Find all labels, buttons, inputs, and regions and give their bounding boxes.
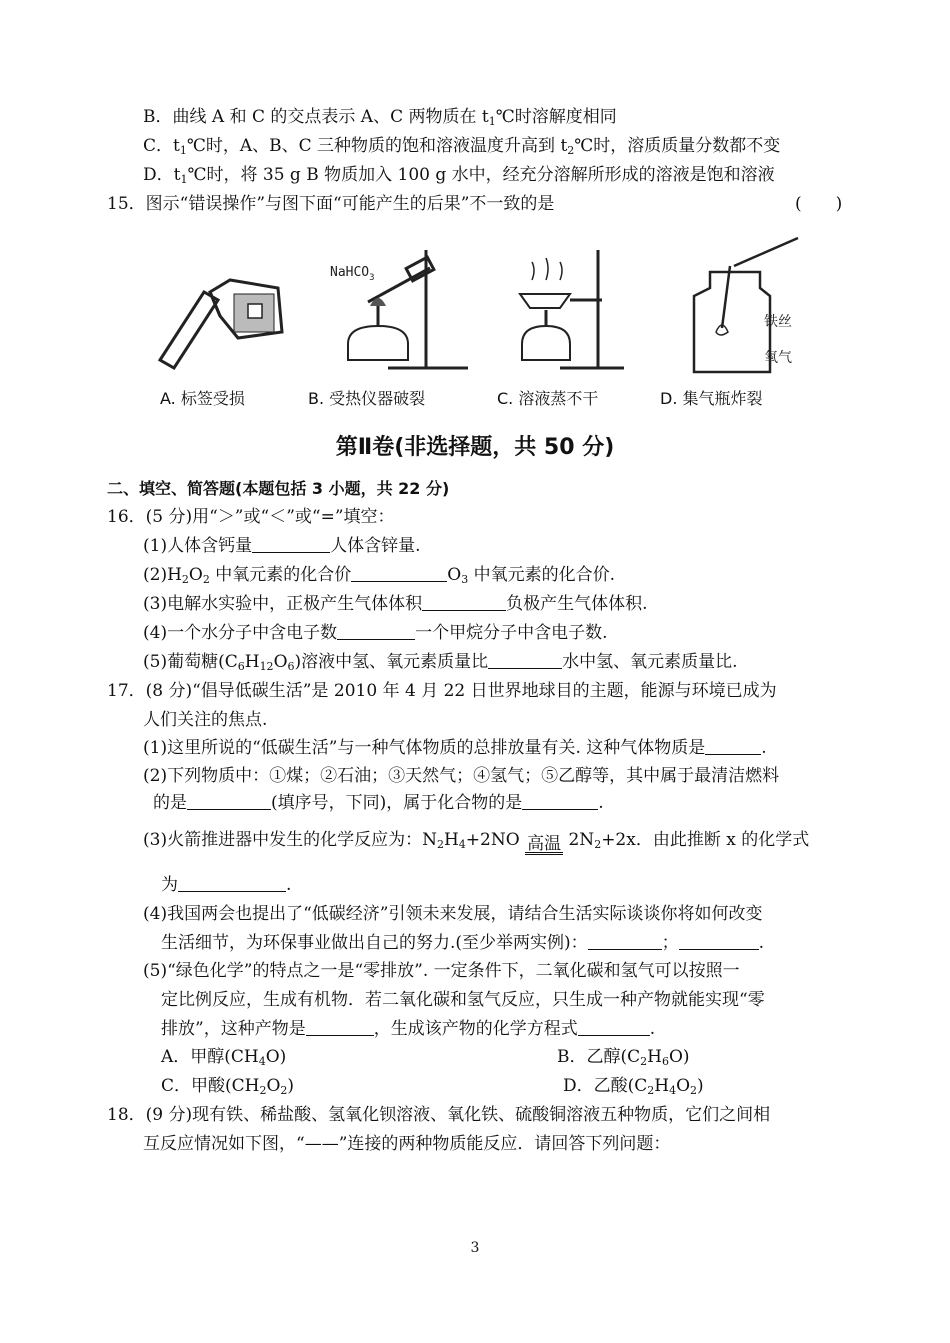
- q17-part-2: (2)下列物质中：①煤；②石油；③天然气；④氢气；⑤乙醇等，其中属于最清洁燃料: [143, 766, 780, 786]
- q17-part-5-cont2: 排放”，这种产物是 ，生成该产物的化学方程式 .: [161, 1019, 656, 1039]
- q16-item-1: (1)人体含钙量 人体含锌量.: [143, 536, 421, 556]
- q15-caption-d: D. 集气瓶炸裂: [660, 389, 763, 408]
- q17-part-3: (3)火箭推进器中发生的化学反应为：$N_2H_4+2NO$ 高温 $2N_2+2x$．由此推断 x 的化学式: [143, 830, 810, 854]
- q15-fig-b-label: NaHCO$_3$: [330, 265, 375, 283]
- q17-part-1: (1)这里所说的“低碳生活”与一种气体物质的总排放量有关. 这种气体物质是 .: [143, 738, 767, 758]
- q15-fig-d-iron-label: 铁丝: [764, 314, 792, 330]
- page-number: 3: [470, 1240, 480, 1256]
- q16-heading: 16．(5 分)用“＞”或“＜”或“=”填空：: [107, 507, 395, 527]
- reaction-condition: 高温: [527, 834, 562, 854]
- q15-caption-b: B. 受热仪器破裂: [308, 389, 426, 408]
- q15-caption-a: A. 标签受损: [160, 389, 245, 408]
- answer-blank[interactable]: [351, 565, 447, 582]
- answer-blank[interactable]: [337, 623, 415, 640]
- q17-option-a: A．甲醇$(CH_4O)$: [161, 1047, 287, 1068]
- answer-blank[interactable]: [588, 933, 662, 950]
- q18-line-1: 18．(9 分)现有铁、稀盐酸、氢氧化钡溶液、氧化铁、硫酸铜溶液五种物质，它们之间相: [107, 1105, 771, 1125]
- answer-blank[interactable]: [488, 652, 562, 669]
- answer-blank[interactable]: [705, 738, 761, 755]
- q15-figure-d-illustration: [680, 232, 820, 382]
- q17-part-4: (4)我国两会也提出了“低碳经济”引领未来发展，请结合生活实际谈谈你将如何改变: [143, 904, 763, 924]
- q14-option-c: C．$t_1℃$时，A、B、C 三种物质的饱和溶液温度升高到 $t_2℃$时，溶质质量分数都不变: [143, 136, 781, 157]
- q15-figure-c-illustration: [500, 240, 630, 380]
- q15-answer-paren: ( ): [795, 194, 843, 214]
- answer-blank[interactable]: [522, 793, 598, 810]
- part2-title: 第Ⅱ卷(非选择题，共 50 分): [335, 435, 615, 460]
- q17-part-4-cont: 生活细节，为环保事业做出自己的努力.(至少举两实例)： ； .: [161, 933, 765, 953]
- q15-question: 15．图示“错误操作”与图下面“可能产生的后果”不一致的是: [107, 194, 555, 214]
- q15-fig-d-oxygen-label: 氧气: [764, 350, 792, 366]
- answer-blank[interactable]: [306, 1019, 374, 1036]
- q15-figure-a-illustration: [148, 262, 298, 372]
- q15-figure-b-illustration: [318, 240, 478, 380]
- q17-part-5-cont: 定比例反应，生成有机物．若二氧化碳和氢气反应，只生成一种产物就能实现“零: [161, 990, 765, 1010]
- q14-option-b: B．曲线 A 和 C 的交点表示 A、C 两物质在 $t_1℃$时溶解度相同: [143, 107, 617, 128]
- answer-blank[interactable]: [422, 594, 506, 611]
- q14-option-d: D．$t_1℃$时，将 35 g B 物质加入 100 g 水中，经充分溶解所形成的溶液是饱和溶液: [143, 165, 775, 186]
- q17-heading-cont: 人们关注的焦点.: [143, 710, 268, 730]
- q16-item-2: $(2)H_2O_2$ 中氧元素的化合价 $O_3$ 中氧元素的化合价.: [143, 565, 615, 586]
- q15-caption-c: C. 溶液蒸不干: [497, 389, 599, 408]
- answer-blank[interactable]: [178, 875, 286, 892]
- answer-blank[interactable]: [252, 536, 330, 553]
- q17-heading: 17．(8 分)“倡导低碳生活”是 2010 年 4 月 22 日世界地球目的主题，能源与环境已成为: [107, 681, 777, 701]
- q16-item-5: (5)葡萄糖$(C_6H_{12}O_6)$溶液中氢、氧元素质量比 水中氢、氧元素质量比.: [143, 652, 738, 673]
- q16-item-3: (3)电解水实验中，正极产生气体体积 负极产生气体体积.: [143, 594, 648, 614]
- q17-option-b: B．乙醇$(C_2H_6O)$: [557, 1047, 690, 1068]
- q16-item-4: (4)一个水分子中含电子数 一个甲烷分子中含电子数.: [143, 623, 608, 643]
- q17-part-3-cont: 为 .: [161, 875, 292, 895]
- q17-option-c: C．甲酸$(CH_2O_2)$: [161, 1076, 295, 1097]
- answer-blank[interactable]: [578, 1019, 650, 1036]
- q17-option-d: D．乙酸$(C_2H_4O_2)$: [563, 1076, 704, 1097]
- section-heading: 二、填空、简答题(本题包括 3 小题，共 22 分): [107, 479, 450, 498]
- q17-part-2-cont: 的是 (填序号，下同)，属于化合物的是 .: [153, 793, 604, 813]
- answer-blank[interactable]: [679, 933, 759, 950]
- q18-line-2: 互反应情况如下图，“——”连接的两种物质能反应．请回答下列问题：: [143, 1134, 671, 1154]
- answer-blank[interactable]: [187, 793, 271, 810]
- q17-part-5: (5)“绿色化学”的特点之一是“零排放”. 一定条件下，二氧化碳和氢气可以按照一: [143, 961, 740, 981]
